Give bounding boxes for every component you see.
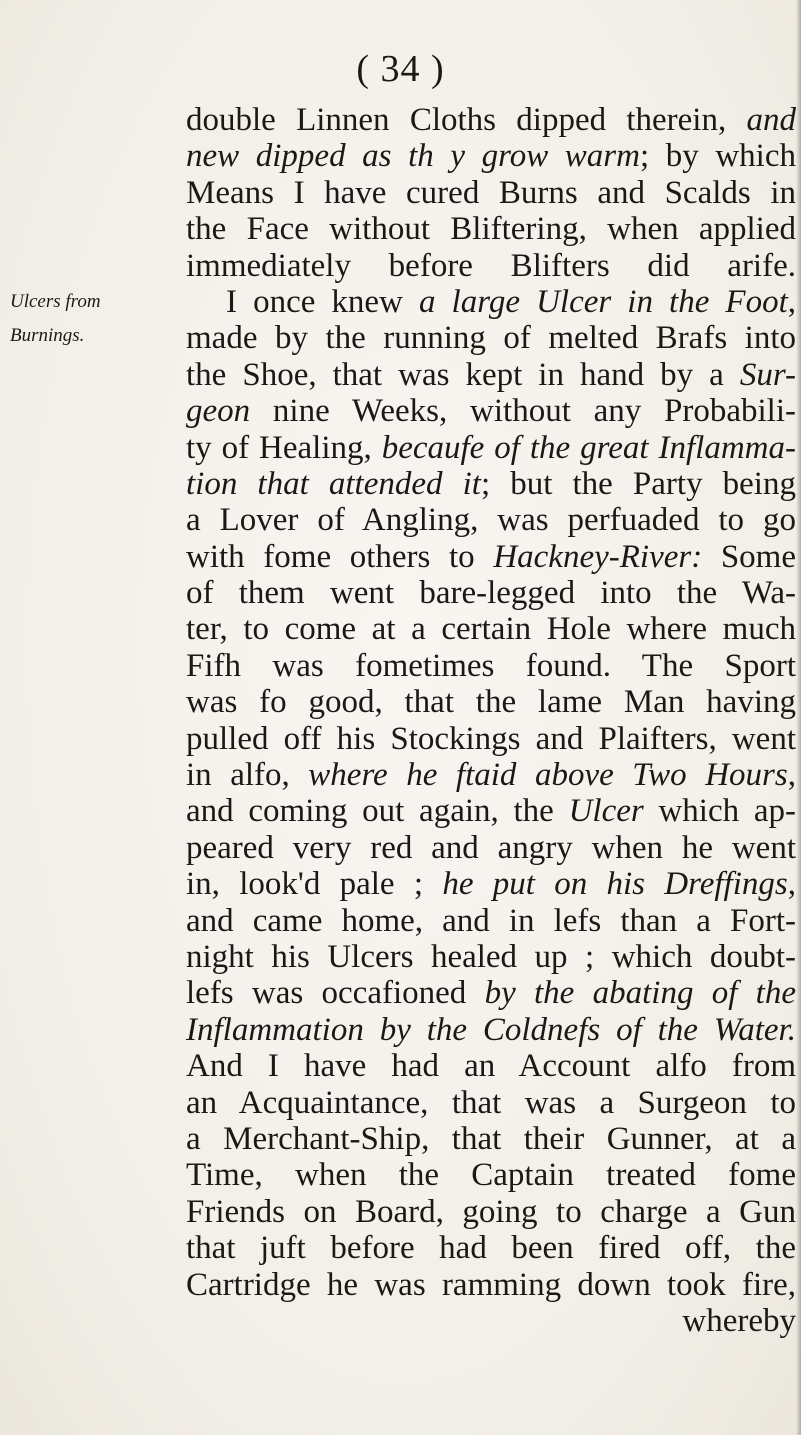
text-line: [186, 357, 796, 393]
text-segment: made by the running of melted Brafs into: [186, 320, 796, 357]
text-segment: nine Weeks, without any Probabili-: [250, 393, 796, 430]
text-segment: Some: [702, 538, 797, 575]
text-line: [186, 539, 796, 575]
text-line: [186, 466, 796, 502]
italic-text: geon: [186, 393, 251, 430]
text-segment: pulled off his Stockings and Plaifters, went: [186, 720, 796, 757]
italic-text: Hackney-River:: [493, 538, 703, 575]
text-line: [186, 430, 796, 466]
italic-text: by the abating of the: [484, 975, 796, 1012]
text-line: [186, 211, 796, 247]
text-segment: an Acquaintance, that was a Surgeon to: [186, 1084, 796, 1121]
italic-text: where he ftaid above Two Hours: [308, 757, 788, 794]
text-segment: lefs was occafioned: [186, 975, 485, 1012]
text-line: [186, 320, 796, 356]
text-line: [186, 1303, 796, 1339]
text-segment: a Merchant-Ship, that their Gunner, at a: [186, 1120, 796, 1157]
italic-text: and: [746, 102, 796, 138]
italic-text: tion that attended it: [186, 465, 481, 502]
page-number: ( 34 ): [356, 48, 445, 90]
text-segment: and came home, and in lefs than a Fort-: [186, 902, 796, 939]
text-segment: And I have had an Account alfo from: [186, 1048, 796, 1085]
text-line: [186, 866, 796, 902]
text-segment: a Lover of Angling, was perfuaded to go: [186, 502, 796, 539]
italic-text: Ulcer: [568, 793, 644, 830]
text-line: [186, 175, 796, 211]
text-line: [186, 1267, 796, 1303]
text-line: [186, 575, 796, 611]
text-line: [186, 939, 796, 975]
italic-text: Inflammation by the Coldnefs of the Water.: [186, 1011, 796, 1048]
italic-text: Sur-: [739, 356, 796, 393]
text-line: [186, 1085, 796, 1121]
text-line: [186, 903, 796, 939]
text-line: [186, 1230, 796, 1266]
text-line: [186, 502, 796, 538]
text-segment: ty of Healing,: [186, 429, 382, 466]
text-line: [186, 975, 796, 1011]
text-segment: Means I have cured Burns and Scalds in: [186, 174, 796, 211]
text-segment: ,: [787, 283, 796, 320]
text-line: [186, 248, 796, 284]
text-segment: of them went bare-legged into the Wa-: [186, 575, 796, 612]
italic-text: becaufe of the great Inflamma-: [381, 429, 796, 466]
text-segment: double Linnen Cloths dipped therein,: [186, 102, 747, 138]
text-line: [186, 648, 796, 684]
text-line: [186, 1194, 796, 1230]
text-line: [186, 1048, 796, 1084]
text-segment: Time, when the Captain treated fome: [186, 1157, 796, 1194]
italic-text: new dipped as th y grow warm: [186, 138, 640, 175]
text-line: [186, 284, 796, 320]
text-segment: ; by which: [639, 138, 796, 175]
text-segment: the Face without Bliftering, when applied: [186, 211, 796, 248]
text-segment: in, look'd pale ;: [186, 866, 443, 903]
text-segment: Fifh was fometimes found. The Sport: [186, 647, 796, 684]
italic-text: he put on his Dreffings: [442, 866, 788, 903]
text-line: [186, 1012, 796, 1048]
text-segment: was fo good, that the lame Man having: [186, 684, 796, 721]
margin-note-line-2: Burnings.: [10, 325, 85, 346]
text-line: [186, 721, 796, 757]
text-line: [186, 684, 796, 720]
text-line: [186, 757, 796, 793]
text-segment: ter, to come at a certain Hole where much: [186, 611, 796, 648]
text-segment: whereby: [682, 1302, 796, 1339]
text-line: [186, 830, 796, 866]
text-segment: ; but the Party being: [480, 465, 796, 502]
text-segment: immediately before Blifters did arife.: [186, 247, 796, 284]
body-text: [186, 102, 796, 1339]
text-segment: night his Ulcers healed up ; which doubt-: [186, 938, 796, 975]
text-segment: ,: [787, 866, 796, 903]
text-segment: I once knew: [226, 283, 419, 320]
text-line: [186, 793, 796, 829]
text-line: [186, 611, 796, 647]
margin-note-line-1: Ulcers from: [10, 291, 101, 312]
text-line: [186, 1157, 796, 1193]
text-segment: with fome others to: [186, 538, 494, 575]
italic-text: a large Ulcer in the Foot: [418, 283, 788, 320]
text-segment: that juft before had been fired off, the: [186, 1230, 796, 1267]
text-segment: Friends on Board, going to charge a Gun: [186, 1193, 796, 1230]
text-line: [186, 1121, 796, 1157]
text-segment: in alfo,: [186, 757, 309, 794]
text-segment: and coming out again, the: [186, 793, 569, 830]
text-segment: ,: [787, 757, 796, 794]
text-segment: peared very red and angry when he went: [186, 829, 796, 866]
text-segment: which ap-: [643, 793, 796, 830]
text-segment: Cartridge he was ramming down took fire,: [186, 1266, 796, 1303]
text-line: [186, 393, 796, 429]
text-segment: the Shoe, that was kept in hand by a: [186, 356, 740, 393]
text-line: [186, 102, 796, 138]
page-edge-shadow: [796, 0, 801, 1435]
text-line: [186, 138, 796, 174]
